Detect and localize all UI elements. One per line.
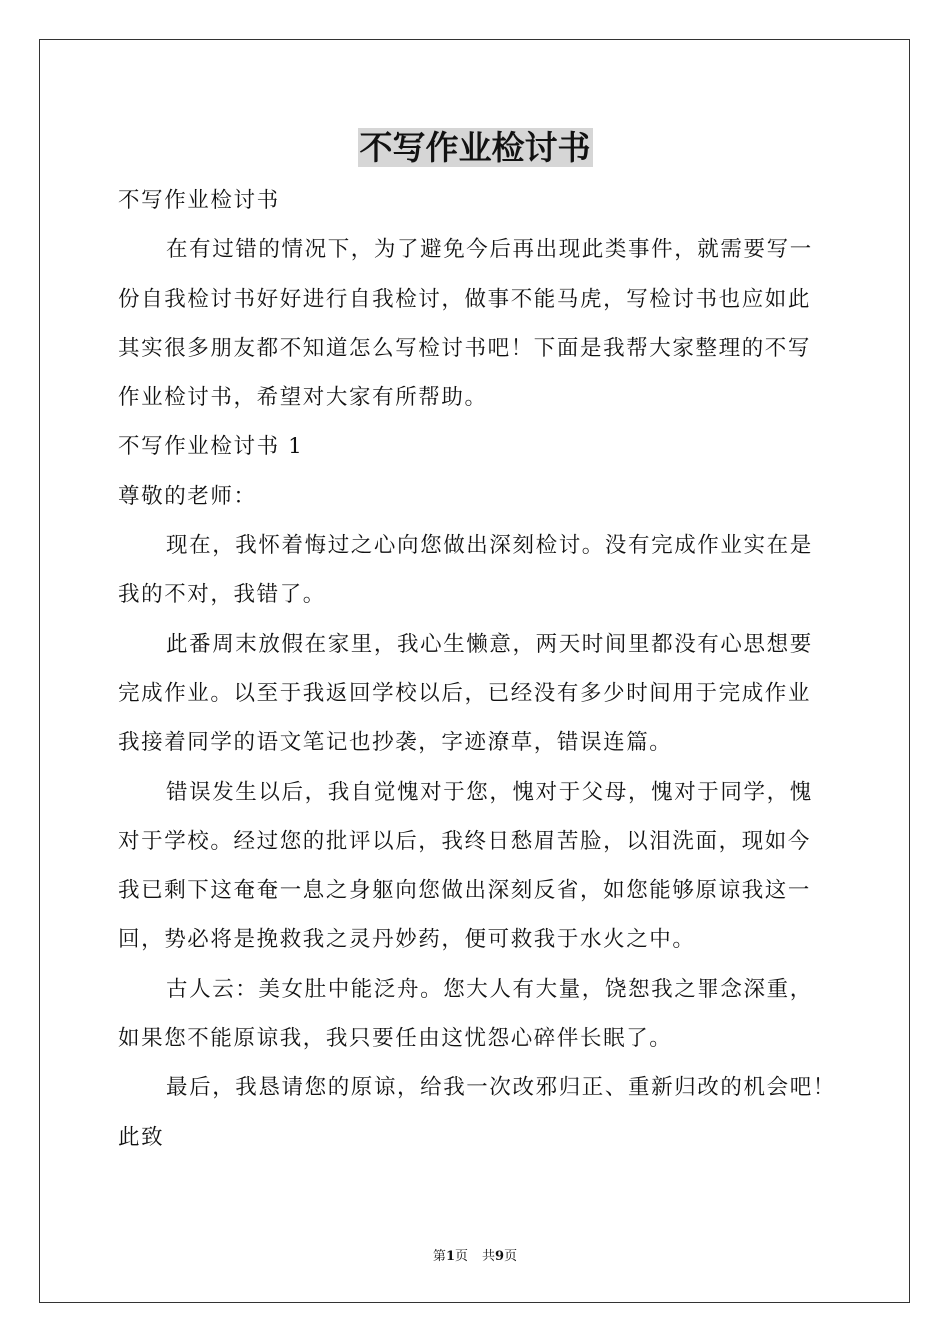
document-body: [118, 176, 834, 1162]
body-line: 此番周末放假在家里，我心生懒意，两天时间里都没有心思想要: [166, 631, 813, 657]
document-title-text: 不写作业检讨书: [359, 128, 591, 167]
body-line: 现在，我怀着悔过之心向您做出深刻检讨。没有完成作业实在是: [166, 533, 813, 559]
body-line: 其实很多朋友都不知道怎么写检讨书吧！下面是我帮大家整理的不写: [118, 335, 812, 361]
page-prefix: 第: [432, 1249, 446, 1264]
document-title: [0, 127, 950, 169]
page-footer: [0, 1248, 950, 1266]
salutation: 尊敬的老师：: [118, 483, 257, 509]
total-suffix: 页: [504, 1249, 518, 1264]
body-line: 不写作业检讨书: [118, 188, 280, 213]
total-prefix: 共: [482, 1249, 496, 1264]
section-heading: 不写作业检讨书 1: [118, 434, 304, 460]
body-line: 最后，我恳请您的原谅，给我一次改邪归正、重新归改的机会吧！: [166, 1075, 836, 1101]
body-line: 古人云：美女肚中能泛舟。您大人有大量，饶恕我之罪念深重，: [166, 976, 813, 1002]
page-suffix: 页: [454, 1249, 468, 1264]
body-line: 错误发生以后，我自觉愧对于您，愧对于父母，愧对于同学，愧: [166, 779, 813, 805]
body-line: 份自我检讨书好好进行自我检讨，做事不能马虎，写检讨书也应如此: [118, 286, 812, 312]
body-line: 我接着同学的语文笔记也抄袭，字迹潦草，错误连篇。: [118, 730, 673, 756]
total-page-count: 9: [495, 1249, 505, 1264]
body-line: 作业检讨书，希望对大家有所帮助。: [118, 385, 488, 411]
current-page-number: 1: [445, 1249, 455, 1264]
closing-line: 此致: [118, 1124, 165, 1150]
body-line: 如果您不能原谅我，我只要任由这忧怨心碎伴长眠了。: [118, 1026, 673, 1052]
body-line: 完成作业。以至于我返回学校以后，已经没有多少时间用于完成作业: [118, 680, 812, 706]
body-line: 对于学校。经过您的批评以后，我终日愁眉苦脸，以泪洗面，现如今: [118, 828, 812, 854]
body-line: 我已剩下这奄奄一息之身躯向您做出深刻反省，如您能够原谅我这一: [118, 878, 812, 904]
body-line: 回，势必将是挽救我之灵丹妙药，便可救我于水火之中。: [118, 927, 696, 953]
body-line: 我的不对，我错了。: [118, 582, 326, 608]
body-line: 在有过错的情况下，为了避免今后再出现此类事件，就需要写一: [166, 237, 813, 263]
